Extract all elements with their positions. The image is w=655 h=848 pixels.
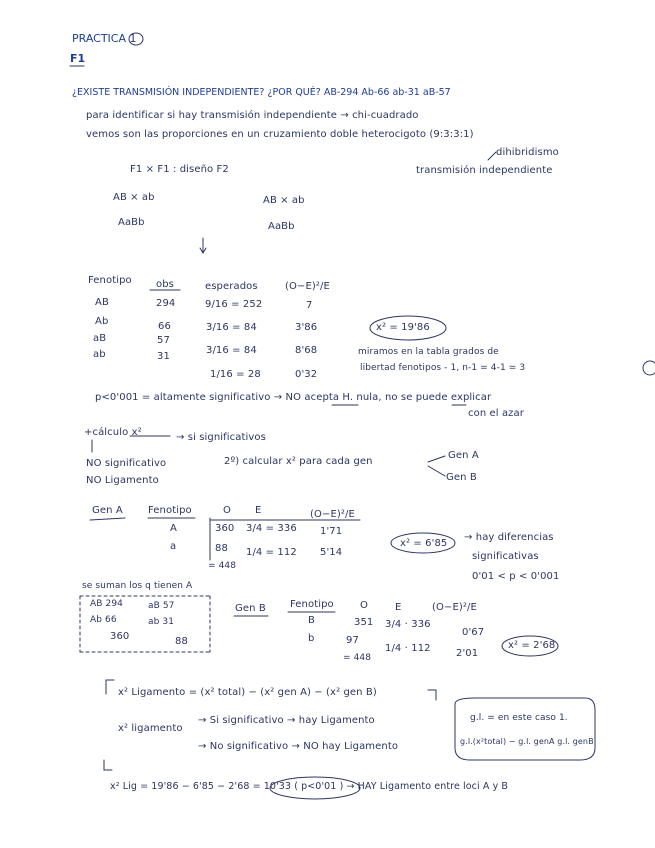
gen-a-r1-chi: 1'71 xyxy=(320,526,343,537)
sig-line-2: con el azar xyxy=(468,408,524,419)
gen-b-header-fen: Fenotipo xyxy=(290,599,334,610)
t1-r1-esp: 9/16 = 252 xyxy=(205,299,263,310)
gen-a-note-1: → hay diferencias xyxy=(464,532,554,543)
lig-gl-1: g.l. = en este caso 1. xyxy=(470,713,568,723)
sig-step2: 2º) calcular x² para cada gen xyxy=(224,456,373,467)
page-subtitle: F1 xyxy=(70,52,86,65)
gen-a-r2-o: 88 xyxy=(215,543,228,554)
lig-option-2: → No significativo → NO hay Ligamento xyxy=(198,741,399,752)
t1-note-1: miramos en la tabla grados de xyxy=(358,347,499,357)
note-dihibridismo: dihibridismo xyxy=(496,147,559,158)
t1-r3-obs: 57 xyxy=(157,335,170,346)
gen-b-r2-e: 1/4 · 112 xyxy=(385,643,431,654)
gen-b-label: Gen B xyxy=(235,603,266,614)
gen-b-r2-o: 97 xyxy=(346,635,359,646)
gen-a-r2-chi: 5'14 xyxy=(320,547,343,558)
gen-a-total: = 448 xyxy=(208,561,237,571)
t1-r2-obs: 66 xyxy=(158,321,171,332)
sig-si: → si significativos xyxy=(176,432,266,443)
t1-r2-fen: Ab xyxy=(95,316,109,327)
sum-box-r2a: Ab 66 xyxy=(90,615,117,625)
cross-right-geno: AB × ab xyxy=(263,195,305,206)
cross-left-geno: AB × ab xyxy=(113,192,155,203)
t1-r1-fen: AB xyxy=(95,297,109,308)
gen-a-header-fen: Fenotipo xyxy=(148,505,192,516)
t1-r4-chi: 0'32 xyxy=(295,369,318,380)
sig-line-1: p<0'001 = altamente significativo → NO acepta H. nula, no se puede explicar xyxy=(95,392,492,403)
gen-b-r2-fen: b xyxy=(308,633,315,644)
gen-b-r1-o: 351 xyxy=(354,617,374,628)
t1-r1-chi: 7 xyxy=(306,300,313,311)
lig-result: x² Lig = 19'86 − 6'85 − 2'68 = 10'33 ( p<0'01 ) → HAY Ligamento entre loci A y B xyxy=(110,781,509,792)
lig-gl-2: g.l.(x²total) − g.l. genA g.l. genB xyxy=(460,737,594,746)
t1-r1-obs: 294 xyxy=(156,298,176,309)
t1-header-obs: obs xyxy=(156,279,174,290)
sum-box-r2b: ab 31 xyxy=(148,617,175,627)
intro-line-2: vemos son las proporciones en un cruzamiento doble heterocigoto (9:3:3:1) xyxy=(86,129,474,140)
sum-box-r1b: aB 57 xyxy=(148,601,175,611)
page-title: PRACTICA 1 xyxy=(72,32,137,45)
sum-box-total-2: 88 xyxy=(175,636,188,647)
gen-a-label: Gen A xyxy=(92,505,123,516)
sum-box-r1a: AB 294 xyxy=(90,599,123,609)
t1-r2-esp: 3/16 = 84 xyxy=(206,322,257,333)
t1-chi-total: x² = 19'86 xyxy=(376,322,430,333)
question-line: ¿EXISTE TRANSMISIÓN INDEPENDIENTE? ¿POR QUÉ? AB-294 Ab-66 ab-31 aB-57 xyxy=(72,87,451,98)
gen-b-r1-e: 3/4 · 336 xyxy=(385,619,431,630)
note-transmision: transmisión independiente xyxy=(416,165,553,176)
t1-header-esperados: esperados xyxy=(205,281,258,292)
sig-no-lig: NO Ligamento xyxy=(86,475,159,486)
gen-a-chi: x² = 6'85 xyxy=(400,538,448,549)
t1-header-chi: (O−E)²/E xyxy=(285,281,330,292)
t1-note-2: libertad fenotipos - 1, n-1 = 4-1 = 3 xyxy=(360,363,526,373)
gen-b-header-o: O xyxy=(360,600,368,611)
sig-gen-b: Gen B xyxy=(446,472,477,483)
sig-calc: +cálculo x² xyxy=(84,427,142,438)
gen-a-r1-o: 360 xyxy=(215,523,235,534)
gen-b-header-e: E xyxy=(395,602,402,613)
sum-box-title: se suman los q tienen A xyxy=(82,581,193,591)
gen-a-note-2: significativas xyxy=(472,551,539,562)
sig-gen-a: Gen A xyxy=(448,450,479,461)
t1-r3-esp: 3/16 = 84 xyxy=(206,345,257,356)
t1-r4-esp: 1/16 = 28 xyxy=(210,369,261,380)
lig-formula: x² Ligamento = (x² total) − (x² gen A) − (x² gen B) xyxy=(118,687,377,698)
gen-a-r1-fen: A xyxy=(170,523,177,534)
gen-a-header-chi: (O−E)²/E xyxy=(310,509,355,520)
lig-label: x² ligamento xyxy=(118,723,183,734)
t1-r4-fen: ab xyxy=(93,349,106,360)
gen-a-note-3: 0'01 < p < 0'001 xyxy=(472,571,560,582)
gen-b-header-chi: (O−E)²/E xyxy=(432,602,477,613)
gen-b-total: = 448 xyxy=(343,653,372,663)
intro-line-1: para identificar si hay transmisión independiente → chi-cuadrado xyxy=(86,110,419,121)
gen-a-r1-e: 3/4 = 336 xyxy=(246,523,297,534)
gen-b-r1-chi: 0'67 xyxy=(462,627,485,638)
gen-a-header-e: E xyxy=(255,505,262,516)
cross-right-result: AaBb xyxy=(268,221,295,232)
gen-b-chi: x² = 2'68 xyxy=(508,640,556,651)
cross-design: F1 × F1 : diseño F2 xyxy=(130,164,229,175)
lig-option-1: → Si significativo → hay Ligamento xyxy=(198,715,375,726)
gen-a-r2-fen: a xyxy=(170,541,177,552)
t1-r2-chi: 3'86 xyxy=(295,322,318,333)
gen-a-header-o: O xyxy=(223,505,231,516)
gen-a-r2-e: 1/4 = 112 xyxy=(246,547,297,558)
gen-b-r1-fen: B xyxy=(308,615,315,626)
cross-left-result: AaBb xyxy=(118,217,145,228)
gen-b-r2-chi: 2'01 xyxy=(456,648,479,659)
t1-r3-fen: aB xyxy=(93,333,107,344)
t1-header-fenotipo: Fenotipo xyxy=(88,275,132,286)
sum-box-total-1: 360 xyxy=(110,631,130,642)
t1-r3-chi: 8'68 xyxy=(295,345,318,356)
t1-r4-obs: 31 xyxy=(157,351,170,362)
sig-no-sig: NO significativo xyxy=(86,458,167,469)
